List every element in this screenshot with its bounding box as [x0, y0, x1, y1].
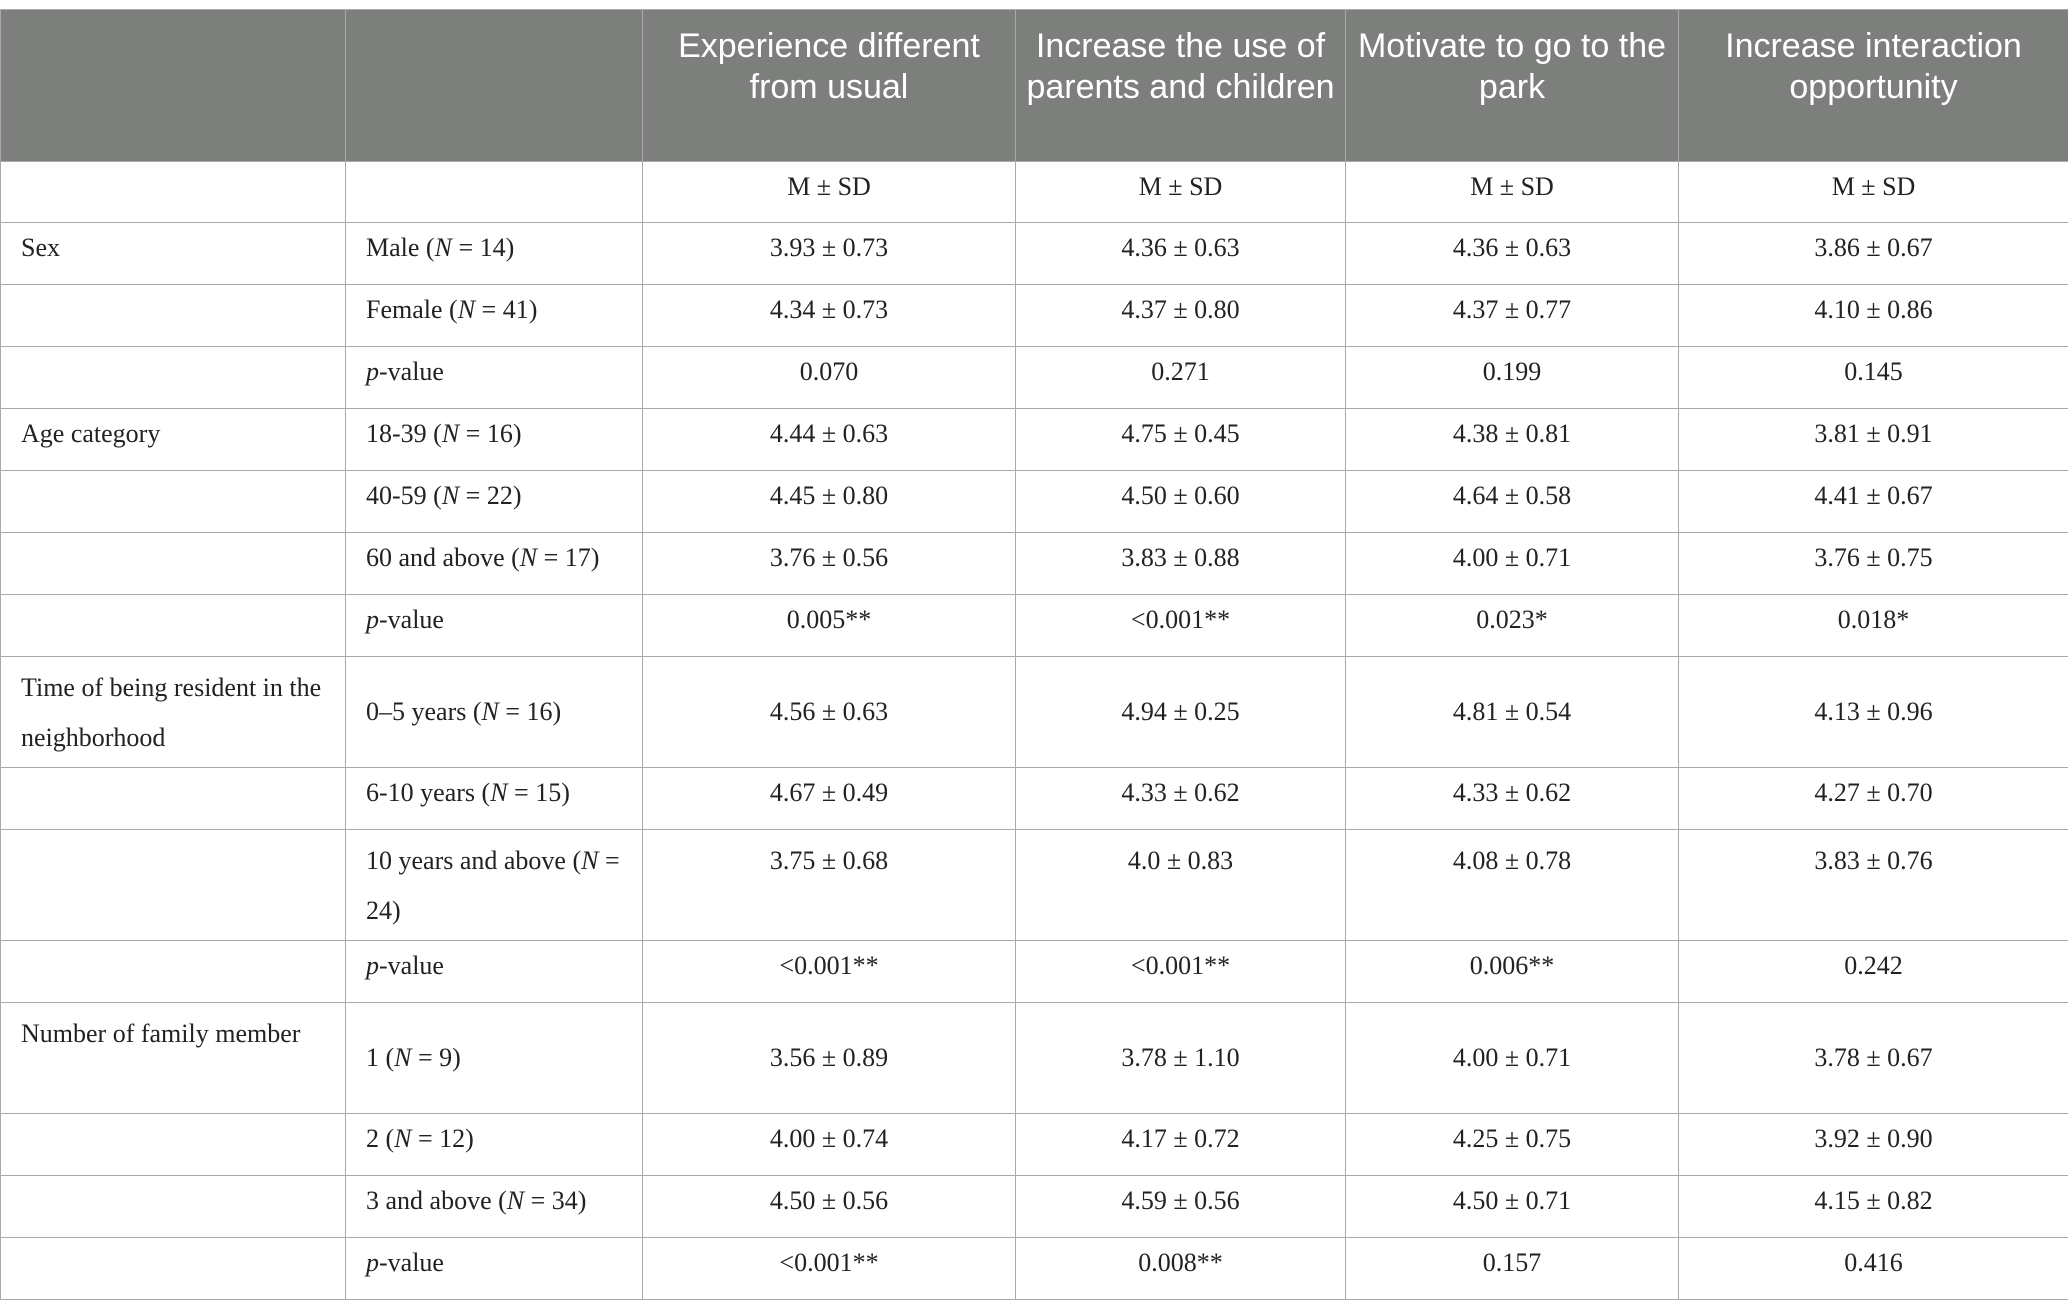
header-motivate-park: Motivate to go to the park — [1346, 10, 1679, 162]
label-suffix: -value — [379, 357, 444, 386]
results-table — [0, 9, 2068, 1300]
value-cell: 4.81 ± 0.54 — [1346, 657, 1679, 768]
table-row — [1, 409, 2068, 471]
row-group-label — [346, 285, 643, 347]
value-cell: 4.94 ± 0.25 — [1016, 657, 1346, 768]
value-cell: 4.17 ± 0.72 — [1016, 1114, 1346, 1176]
label-prefix: 60 and above ( — [366, 543, 520, 572]
label-variable: N — [394, 1124, 412, 1153]
value-cell: 4.0 ± 0.83 — [1016, 830, 1346, 941]
label-suffix: = 15) — [507, 778, 570, 807]
row-category — [1, 595, 346, 657]
header-blank-group — [346, 10, 643, 162]
value-cell: 4.56 ± 0.63 — [643, 657, 1016, 768]
label-prefix: Female ( — [366, 295, 458, 324]
empty-cell — [346, 162, 643, 223]
value-cell: <0.001** — [643, 1238, 1016, 1300]
row-group-label — [346, 1114, 643, 1176]
value-cell: 4.00 ± 0.74 — [643, 1114, 1016, 1176]
value-cell: 0.416 — [1679, 1238, 2068, 1300]
label-prefix: 1 ( — [366, 1043, 395, 1072]
value-cell: 4.59 ± 0.56 — [1016, 1176, 1346, 1238]
label-suffix: = 12) — [411, 1124, 474, 1153]
table-body — [1, 162, 2068, 1300]
table-row — [1, 595, 2068, 657]
table-row — [1, 533, 2068, 595]
value-cell: 4.50 ± 0.56 — [643, 1176, 1016, 1238]
stat-label: M ± SD — [643, 162, 1016, 223]
value-cell: 4.25 ± 0.75 — [1346, 1114, 1679, 1176]
value-cell: 4.50 ± 0.71 — [1346, 1176, 1679, 1238]
label-variable: N — [519, 543, 538, 572]
table-row — [1, 285, 2068, 347]
label-variable: N — [394, 1043, 412, 1072]
row-group-label — [346, 941, 643, 1003]
value-cell: 4.34 ± 0.73 — [643, 285, 1016, 347]
value-cell: 3.75 ± 0.68 — [643, 830, 1016, 941]
label-prefix: 2 ( — [366, 1124, 395, 1153]
label-suffix: = 16) — [459, 419, 522, 448]
value-cell: 3.86 ± 0.67 — [1679, 223, 2068, 285]
header-experience-different: Experience different from usual — [643, 10, 1016, 162]
value-cell: 4.00 ± 0.71 — [1346, 1003, 1679, 1114]
value-cell: 3.76 ± 0.56 — [643, 533, 1016, 595]
row-category — [1, 768, 346, 830]
value-cell: 0.145 — [1679, 347, 2068, 409]
table-row — [1, 1176, 2068, 1238]
value-cell: 4.44 ± 0.63 — [643, 409, 1016, 471]
value-cell: 4.37 ± 0.77 — [1346, 285, 1679, 347]
label-variable: N — [434, 233, 452, 262]
row-group-label — [346, 1176, 643, 1238]
value-cell: 4.64 ± 0.58 — [1346, 471, 1679, 533]
stat-label: M ± SD — [1016, 162, 1346, 223]
label-prefix: 0–5 years ( — [366, 697, 482, 726]
label-suffix: = 41) — [475, 295, 538, 324]
value-cell: 3.93 ± 0.73 — [643, 223, 1016, 285]
value-cell: 4.67 ± 0.49 — [643, 768, 1016, 830]
value-cell: 4.45 ± 0.80 — [643, 471, 1016, 533]
value-cell: 3.56 ± 0.89 — [643, 1003, 1016, 1114]
label-prefix: 3 and above ( — [366, 1186, 507, 1215]
table-row — [1, 347, 2068, 409]
row-group-label — [346, 1003, 643, 1114]
label-variable: N — [506, 1186, 525, 1215]
label-suffix: = 9) — [411, 1043, 461, 1072]
value-cell: <0.001** — [1016, 941, 1346, 1003]
value-cell: 4.41 ± 0.67 — [1679, 471, 2068, 533]
label-variable: N — [457, 295, 476, 324]
table-row — [1, 1003, 2068, 1114]
value-cell: 4.75 ± 0.45 — [1016, 409, 1346, 471]
row-category: Time of being resident in the neighborhood — [1, 657, 346, 768]
value-cell: 3.92 ± 0.90 — [1679, 1114, 2068, 1176]
value-cell: 4.38 ± 0.81 — [1346, 409, 1679, 471]
value-cell: 0.199 — [1346, 347, 1679, 409]
row-category — [1, 533, 346, 595]
label-suffix: = 34) — [524, 1186, 587, 1215]
header-row — [1, 10, 2068, 162]
value-cell: 0.008** — [1016, 1238, 1346, 1300]
value-cell: 0.005** — [643, 595, 1016, 657]
value-cell: 4.33 ± 0.62 — [1016, 768, 1346, 830]
stat-label: M ± SD — [1679, 162, 2068, 223]
table-row — [1, 657, 2068, 768]
row-category — [1, 1176, 346, 1238]
value-cell: 0.023* — [1346, 595, 1679, 657]
header-increase-interaction: Increase interaction opportunity — [1679, 10, 2068, 162]
value-cell: <0.001** — [1016, 595, 1346, 657]
row-category — [1, 830, 346, 941]
value-cell: 0.018* — [1679, 595, 2068, 657]
value-cell: 0.070 — [643, 347, 1016, 409]
value-cell: 4.37 ± 0.80 — [1016, 285, 1346, 347]
value-cell: 3.78 ± 1.10 — [1016, 1003, 1346, 1114]
row-group-label — [346, 768, 643, 830]
value-cell: 4.15 ± 0.82 — [1679, 1176, 2068, 1238]
row-group-label — [346, 595, 643, 657]
value-cell: 0.006** — [1346, 941, 1679, 1003]
label-suffix: = 16) — [498, 697, 562, 726]
value-cell: 4.27 ± 0.70 — [1679, 768, 2068, 830]
label-variable: p — [366, 605, 379, 634]
label-variable: N — [481, 697, 499, 726]
value-cell: <0.001** — [643, 941, 1016, 1003]
stat-label: M ± SD — [1346, 162, 1679, 223]
table-row — [1, 941, 2068, 1003]
label-prefix: 18-39 ( — [366, 419, 442, 448]
label-variable: p — [366, 1248, 379, 1277]
header-increase-use: Increase the use of parents and children — [1016, 10, 1346, 162]
row-group-label — [346, 1238, 643, 1300]
label-variable: N — [441, 481, 460, 510]
label-variable: p — [366, 951, 379, 980]
value-cell: 4.08 ± 0.78 — [1346, 830, 1679, 941]
row-category: Sex — [1, 223, 346, 285]
value-cell: 4.50 ± 0.60 — [1016, 471, 1346, 533]
label-prefix: Male ( — [366, 233, 435, 262]
header-blank-category — [1, 10, 346, 162]
row-group-label — [346, 533, 643, 595]
row-category — [1, 941, 346, 1003]
value-cell: 4.00 ± 0.71 — [1346, 533, 1679, 595]
row-group-label — [346, 471, 643, 533]
stat-label-row — [1, 162, 2068, 223]
label-suffix: -value — [379, 605, 444, 634]
row-category — [1, 471, 346, 533]
label-variable: N — [441, 419, 460, 448]
value-cell: 0.242 — [1679, 941, 2068, 1003]
value-cell: 3.83 ± 0.76 — [1679, 830, 2068, 941]
label-suffix: = 24) — [366, 846, 620, 925]
label-variable: N — [581, 846, 599, 875]
value-cell: 4.13 ± 0.96 — [1679, 657, 2068, 768]
value-cell: 3.81 ± 0.91 — [1679, 409, 2068, 471]
value-cell: 3.78 ± 0.67 — [1679, 1003, 2068, 1114]
row-group-label — [346, 347, 643, 409]
label-suffix: = 14) — [451, 233, 515, 262]
label-prefix: 10 years and above ( — [366, 846, 582, 875]
label-suffix: = 17) — [537, 543, 600, 572]
label-variable: N — [490, 778, 508, 807]
table-row — [1, 1114, 2068, 1176]
row-group-label — [346, 409, 643, 471]
label-prefix: 6-10 years ( — [366, 778, 491, 807]
value-cell: 3.83 ± 0.88 — [1016, 533, 1346, 595]
row-group-label — [346, 657, 643, 768]
row-category — [1, 285, 346, 347]
value-cell: 0.271 — [1016, 347, 1346, 409]
label-variable: p — [366, 357, 379, 386]
row-category: Number of family member — [1, 1003, 346, 1114]
table-row — [1, 223, 2068, 285]
value-cell: 4.36 ± 0.63 — [1016, 223, 1346, 285]
label-suffix: = 22) — [459, 481, 522, 510]
table-row — [1, 471, 2068, 533]
value-cell: 0.157 — [1346, 1238, 1679, 1300]
value-cell: 3.76 ± 0.75 — [1679, 533, 2068, 595]
label-suffix: -value — [379, 1248, 444, 1277]
table-row — [1, 830, 2068, 941]
row-group-label — [346, 830, 643, 941]
empty-cell — [1, 162, 346, 223]
label-suffix: -value — [379, 951, 444, 980]
row-category — [1, 347, 346, 409]
value-cell: 4.10 ± 0.86 — [1679, 285, 2068, 347]
row-category — [1, 1114, 346, 1176]
value-cell: 4.36 ± 0.63 — [1346, 223, 1679, 285]
label-prefix: 40-59 ( — [366, 481, 442, 510]
table-row — [1, 1238, 2068, 1300]
table-header — [1, 10, 2068, 162]
row-group-label — [346, 223, 643, 285]
table-row — [1, 768, 2068, 830]
row-category: Age category — [1, 409, 346, 471]
value-cell: 4.33 ± 0.62 — [1346, 768, 1679, 830]
row-category — [1, 1238, 346, 1300]
